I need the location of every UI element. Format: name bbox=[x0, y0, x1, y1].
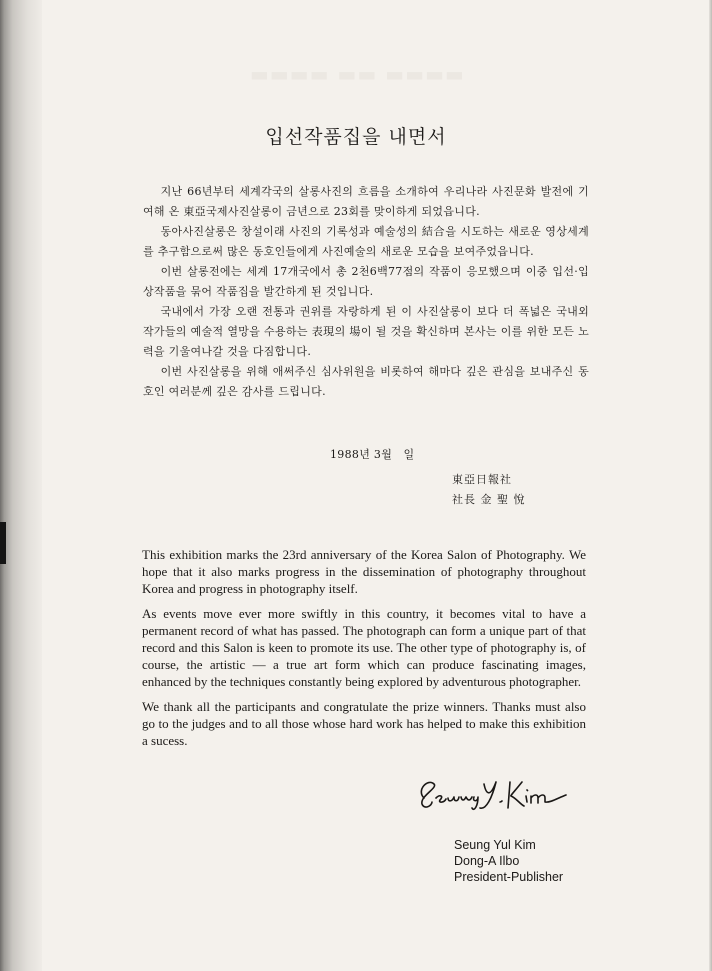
english-paragraph: This exhibition marks the 23rd anniversary of the Korea Salon of Photography. We hope that it also marks progress in the dissemination of photography throughout Korea and progress in photography itself. bbox=[142, 547, 586, 596]
president-name: 社長 金 聖 悅 bbox=[452, 493, 526, 506]
korean-paragraph: 이번 살롱전에는 세계 17개국에서 총 2천6백77점의 작품이 응모했으며 이중 입선·입상작품을 묶어 작품집을 발간하게 된 것입니다. bbox=[143, 265, 589, 298]
korean-paragraph: 지난 66년부터 세계각국의 살롱사진의 흐름을 소개하여 우리나라 사진문화 발전에 기여해 온 東亞국제사진살롱이 금년으로 23회를 맞이하게 되었읍니다. bbox=[143, 185, 589, 218]
korean-paragraph: 이번 사진살롱을 위해 애써주신 심사위원을 비롯하여 해마다 깊은 관심을 보내주신 동호인 여러분께 깊은 감사를 드립니다. bbox=[143, 365, 589, 398]
english-paragraph: As events move ever more swiftly in this country, it becomes vital to have a permanent record of what has passed. The photograph can form a unique part of that record and this Salon is keen to promote its use. The other type of photography is, of course, the artistic — a true art form which can produce fascinating images, enhanced by the techniques constantly being explored by adventurous photographer. bbox=[142, 606, 586, 689]
korean-signature-block bbox=[452, 470, 526, 510]
signatory-name: Seung Yul Kim bbox=[454, 838, 536, 852]
korean-date: 1988년 3월 일 bbox=[330, 448, 415, 461]
korean-paragraph: 동아사진살롱은 창설이래 사진의 기록성과 예술성의 結合을 시도하는 새로운 영상세계를 추구함으로써 많은 동호인들에게 사진예술의 새로운 모습을 보여주었읍니다. bbox=[143, 225, 589, 258]
organization-name: Dong-A Ilbo bbox=[454, 854, 520, 868]
signatory-position: President-Publisher bbox=[454, 870, 564, 884]
korean-body bbox=[143, 182, 589, 402]
company-name: 東亞日報社 bbox=[452, 473, 512, 486]
english-paragraph: We thank all the participants and congratulate the prize winners. Thanks must also go to the judges and to all those whose hard work has helped to make this exhibition a sucess. bbox=[142, 699, 586, 748]
binding-tab-mark bbox=[0, 522, 6, 564]
handwritten-signature bbox=[410, 768, 570, 816]
korean-paragraph: 국내에서 가장 오랜 전통과 권위를 자랑하게 된 이 사진살롱이 보다 더 폭넓은 국내외 작가들의 예술적 열망을 수용하는 表現의 場이 될 것을 확신하며 본사는 이를 위한 모든 노력을 기울여나갈 것을 다짐합니다. bbox=[143, 305, 589, 358]
english-body bbox=[142, 546, 586, 757]
page-title: 입선작품집을 내면서 bbox=[265, 126, 447, 148]
bleed-through-text: ▬▬▬▬ ▬▬ ▬▬▬▬ bbox=[250, 62, 465, 86]
english-signature-block bbox=[454, 837, 563, 885]
